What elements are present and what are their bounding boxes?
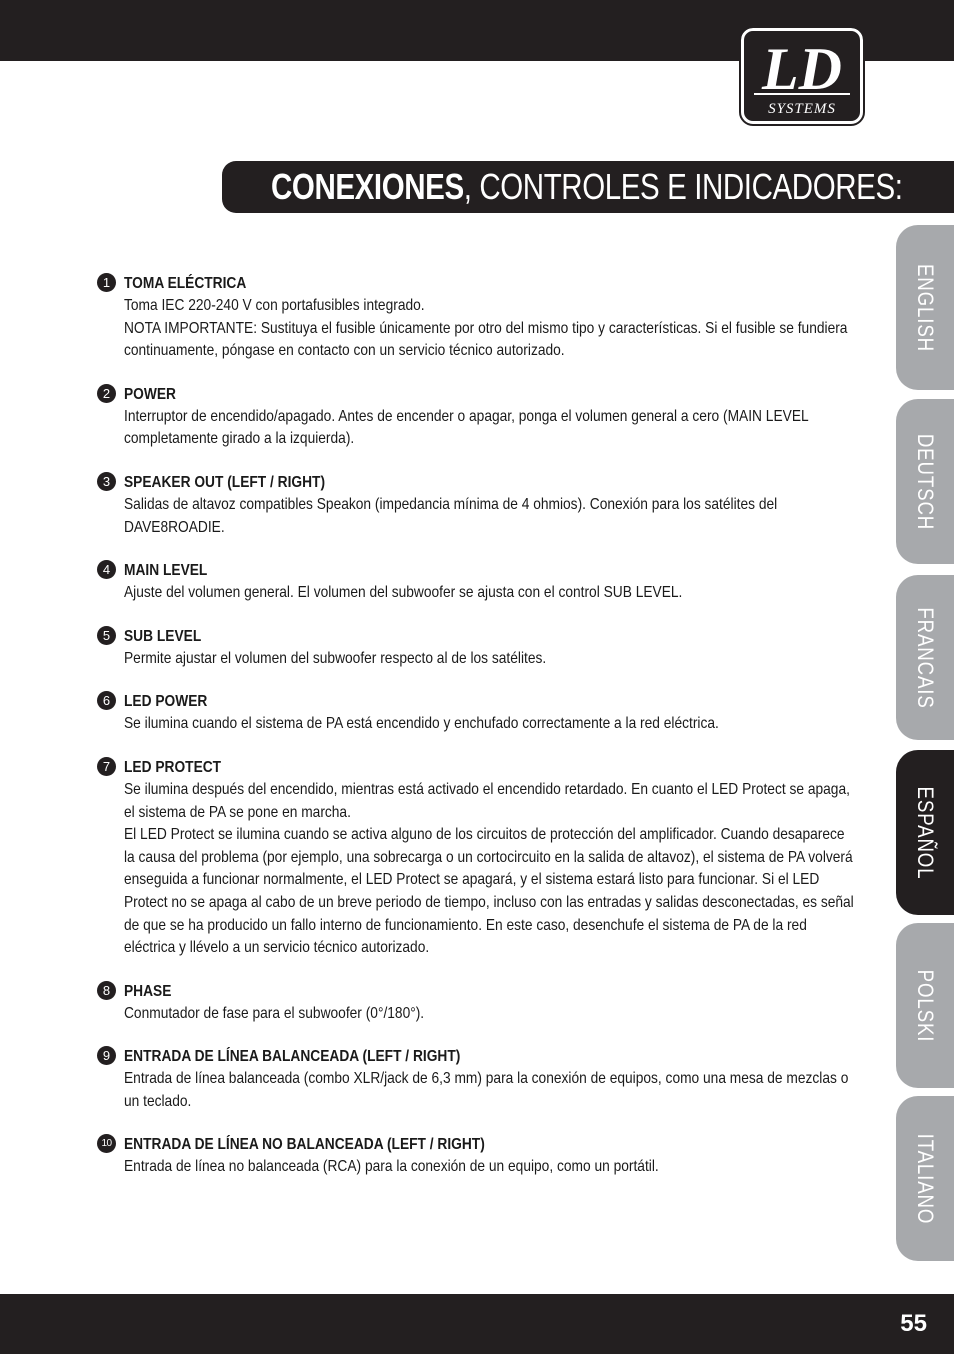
item-description: Toma IEC 220-240 V con portafusibles integrado. [124, 297, 425, 314]
tab-deutsch[interactable] [896, 399, 954, 564]
item-number-badge: 6 [97, 691, 116, 710]
item-number-badge: 8 [97, 981, 116, 1000]
item-number-badge: 10 [97, 1134, 116, 1153]
item-description: Entrada de línea balanceada (combo XLR/jack de 6,3 mm) para la conexión de equipos, como una mesa de mezclas o un teclado. [124, 1070, 849, 1110]
item-heading: ENTRADA DE LÍNEA NO BALANCEADA (LEFT / RIGHT) [124, 1136, 485, 1154]
page-title: CONEXIONES, CONTROLES E INDICADORES: [271, 166, 903, 207]
tab-english[interactable] [896, 225, 954, 390]
tab-espanol[interactable] [896, 750, 954, 915]
item-number-badge: 4 [97, 560, 116, 579]
tab-francais[interactable] [896, 575, 954, 740]
list-item [97, 1045, 857, 1113]
list-item [97, 383, 857, 451]
list-item [97, 272, 857, 363]
item-number-badge: 2 [97, 384, 116, 403]
tab-label: ENGLISH [913, 263, 938, 352]
item-heading: TOMA ELÉCTRICA [124, 275, 247, 292]
list-item [97, 559, 857, 605]
list-item [97, 1133, 857, 1179]
tab-label: POLSKI [913, 969, 938, 1042]
bottom-bar [0, 1294, 954, 1354]
logo-sub-text: SYSTEMS [768, 101, 836, 117]
item-heading: POWER [124, 385, 176, 403]
list-item [97, 690, 857, 736]
ld-systems-logo [741, 28, 863, 124]
tab-label: ESPAÑOL [913, 786, 938, 879]
item-heading: LED PROTECT [124, 758, 222, 776]
list-item [97, 756, 857, 960]
item-heading: MAIN LEVEL [124, 562, 208, 580]
item-heading: LED POWER [124, 693, 208, 711]
item-description: Salidas de altavoz compatibles Speakon (impedancia mínima de 4 ohmios). Conexión para los satélites del DAVE8ROADIE. [124, 495, 778, 536]
logo-main-text: LD [762, 36, 842, 102]
item-description: Ajuste del volumen general. El volumen del subwoofer se ajusta con el control SUB LEVEL. [124, 584, 683, 602]
item-description: Se ilumina cuando el sistema de PA está encendido y enchufado correctamente a la red eléctrica. [124, 715, 719, 733]
item-number-badge: 9 [97, 1046, 116, 1065]
item-description: NOTA IMPORTANTE: Sustituya el fusible únicamente por otro del mismo tipo y características. Si el fusible se fundiera continuamente, póngase en contacto con un servicio técnico autorizado. [124, 319, 848, 360]
tab-label: FRANCAIS [913, 606, 938, 709]
item-heading: ENTRADA DE LÍNEA BALANCEADA (LEFT / RIGHT) [124, 1048, 461, 1066]
tab-label: ITALIANO [913, 1133, 938, 1224]
connection-list [97, 272, 857, 1199]
item-number-badge: 7 [97, 757, 116, 776]
title-bar [222, 161, 954, 213]
item-heading: PHASE [124, 982, 172, 1000]
page-number: 55 [900, 1310, 927, 1337]
item-heading: SPEAKER OUT (LEFT / RIGHT) [124, 473, 326, 491]
item-number-badge: 3 [97, 472, 116, 491]
item-heading: SUB LEVEL [124, 627, 202, 645]
item-description: El LED Protect se ilumina cuando se activa alguno de los circuitos de protección del amplificador. Cuando desaparece la causa del problema (por ejemplo, una sobrecarga o un cortocircuito en la salida de altavoz), el sistema de PA volverá enseguida a funcionar normalmente, el LED Protect se apagará, y el sistema estará listo para funcionar. Si el LED Protect no se apaga al cabo de un breve periodo de tiempo, incluso con las entradas y salidas desconectadas, es señal de que se ha producido un fallo interno de funcionamiento. En este caso, desenchufe el sistema de PA de la red eléctrica y llévelo a un servicio técnico autorizado. [124, 826, 854, 957]
item-description: Se ilumina después del encendido, mientras está activado el encendido retardado. En cuanto el LED Protect se apaga, el sistema de PA se pone en marcha. [124, 780, 850, 821]
item-description: Conmutador de fase para el subwoofer (0°/180°). [124, 1004, 425, 1022]
tab-label: DEUTSCH [913, 433, 938, 530]
item-description: Entrada de línea no balanceada (RCA) para la conexión de un equipo, como un portátil. [124, 1158, 659, 1176]
item-number-badge: 1 [97, 273, 116, 292]
list-item [97, 471, 857, 539]
list-item [97, 980, 857, 1026]
item-description: Interruptor de encendido/apagado. Antes de encender o apagar, ponga el volumen general a cero (MAIN LEVEL completamente girado a la izquierda). [124, 407, 809, 448]
list-item [97, 625, 857, 671]
tab-italiano[interactable] [896, 1096, 954, 1261]
item-number-badge: 5 [97, 626, 116, 645]
item-description: Permite ajustar el volumen del subwoofer respecto al de los satélites. [124, 649, 547, 667]
tab-polski[interactable] [896, 923, 954, 1088]
